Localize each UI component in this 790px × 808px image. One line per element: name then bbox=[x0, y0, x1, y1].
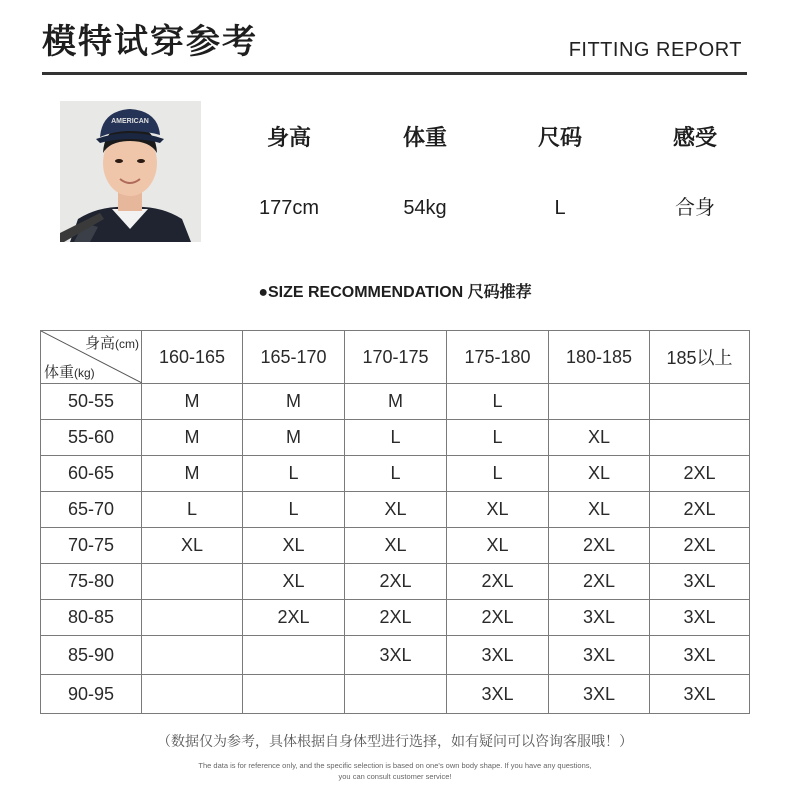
svg-text:AMERICAN: AMERICAN bbox=[111, 118, 149, 125]
page-subtitle: FITTING REPORT bbox=[568, 39, 742, 61]
size-cell: 2XL bbox=[447, 600, 549, 636]
size-cell: 2XL bbox=[345, 600, 447, 636]
size-cell: 2XL bbox=[650, 456, 750, 492]
model-photo bbox=[60, 101, 201, 242]
weight-row-header: 80-85 bbox=[41, 600, 142, 636]
size-cell: M bbox=[142, 456, 243, 492]
table-row bbox=[41, 528, 750, 564]
corner-weight-label: 体重(kg) bbox=[44, 364, 95, 381]
size-cell: XL bbox=[243, 528, 345, 564]
table-row bbox=[41, 564, 750, 600]
size-cell: 3XL bbox=[447, 675, 549, 714]
weight-row-header: 50-55 bbox=[41, 384, 142, 420]
size-cell: 2XL bbox=[549, 528, 650, 564]
size-cell: 3XL bbox=[345, 636, 447, 675]
corner-height-label: 身高(cm) bbox=[84, 335, 139, 352]
size-cell: 2XL bbox=[650, 528, 750, 564]
height-column-header: 180-185 bbox=[549, 331, 650, 384]
info-label-weight: 体重 bbox=[402, 126, 447, 151]
size-cell: L bbox=[345, 456, 447, 492]
table-corner-cell bbox=[41, 331, 142, 384]
size-cell: 2XL bbox=[549, 564, 650, 600]
disclaimer-cn: （数据仅为参考，具体根据自身体型进行选择，如有疑问可以咨询客服哦！） bbox=[157, 734, 633, 750]
height-column-header: 160-165 bbox=[142, 331, 243, 384]
section-title: ●SIZE RECOMMENDATION 尺码推荐 bbox=[258, 284, 532, 301]
size-cell: M bbox=[142, 384, 243, 420]
size-cell: 3XL bbox=[549, 675, 650, 714]
height-column-header: 175-180 bbox=[447, 331, 549, 384]
size-cell: L bbox=[345, 420, 447, 456]
size-cell: XL bbox=[549, 456, 650, 492]
size-cell bbox=[650, 420, 750, 456]
size-cell: 3XL bbox=[650, 600, 750, 636]
weight-row-header: 85-90 bbox=[41, 636, 142, 675]
size-cell: L bbox=[243, 456, 345, 492]
size-cell bbox=[142, 636, 243, 675]
size-cell: L bbox=[447, 384, 549, 420]
size-cell: XL bbox=[447, 492, 549, 528]
size-cell: XL bbox=[243, 564, 345, 600]
size-cell: L bbox=[142, 492, 243, 528]
info-label-size: 尺码 bbox=[537, 126, 582, 151]
height-column-header: 185以上 bbox=[650, 331, 750, 384]
table-row bbox=[41, 675, 750, 714]
height-column-header: 170-175 bbox=[345, 331, 447, 384]
table-row bbox=[41, 420, 750, 456]
size-cell: XL bbox=[142, 528, 243, 564]
size-cell bbox=[549, 384, 650, 420]
size-cell: 3XL bbox=[549, 600, 650, 636]
size-cell: 3XL bbox=[650, 636, 750, 675]
size-cell bbox=[142, 600, 243, 636]
height-column-header: 165-170 bbox=[243, 331, 345, 384]
disclaimer-en bbox=[0, 760, 790, 782]
size-cell: 3XL bbox=[447, 636, 549, 675]
info-label-height: 身高 bbox=[266, 126, 311, 151]
weight-row-header: 60-65 bbox=[41, 456, 142, 492]
info-value-feel: 合身 bbox=[675, 197, 715, 219]
size-cell: M bbox=[243, 420, 345, 456]
weight-row-header: 75-80 bbox=[41, 564, 142, 600]
info-value-weight: 54kg bbox=[403, 197, 447, 219]
size-cell: L bbox=[447, 420, 549, 456]
size-cell bbox=[243, 675, 345, 714]
page-title: 模特试穿参考 bbox=[42, 22, 258, 62]
size-cell bbox=[243, 636, 345, 675]
size-cell: M bbox=[142, 420, 243, 456]
size-cell bbox=[142, 675, 243, 714]
size-cell: 3XL bbox=[650, 675, 750, 714]
info-value-size: L bbox=[554, 197, 566, 219]
weight-row-header: 55-60 bbox=[41, 420, 142, 456]
info-label-feel: 感受 bbox=[672, 126, 717, 151]
size-cell: XL bbox=[345, 528, 447, 564]
weight-row-header: 65-70 bbox=[41, 492, 142, 528]
model-portrait-icon bbox=[60, 101, 201, 242]
disclaimer-en-line1: The data is for reference only, and the specific selection is based on one's own body shape. If you have any questions, bbox=[198, 761, 592, 770]
size-recommendation-table bbox=[40, 330, 750, 714]
size-cell: 2XL bbox=[345, 564, 447, 600]
size-cell: 2XL bbox=[447, 564, 549, 600]
table-row bbox=[41, 600, 750, 636]
size-cell: 3XL bbox=[549, 636, 650, 675]
table-row bbox=[41, 492, 750, 528]
size-cell bbox=[345, 675, 447, 714]
info-value-height: 177cm bbox=[258, 197, 320, 219]
size-cell: XL bbox=[447, 528, 549, 564]
size-cell: L bbox=[243, 492, 345, 528]
table-row bbox=[41, 636, 750, 675]
header-divider bbox=[42, 72, 747, 75]
size-cell: M bbox=[345, 384, 447, 420]
size-cell: 2XL bbox=[243, 600, 345, 636]
table-row bbox=[41, 456, 750, 492]
size-cell: 2XL bbox=[650, 492, 750, 528]
disclaimer-en-line2: you can consult customer service! bbox=[338, 772, 452, 781]
table-row bbox=[41, 384, 750, 420]
size-cell: XL bbox=[549, 492, 650, 528]
size-cell: XL bbox=[345, 492, 447, 528]
size-cell bbox=[650, 384, 750, 420]
weight-row-header: 90-95 bbox=[41, 675, 142, 714]
size-cell bbox=[142, 564, 243, 600]
weight-row-header: 70-75 bbox=[41, 528, 142, 564]
size-cell: XL bbox=[549, 420, 650, 456]
size-cell: M bbox=[243, 384, 345, 420]
table-header-row bbox=[41, 331, 750, 384]
size-cell: L bbox=[447, 456, 549, 492]
size-cell: 3XL bbox=[650, 564, 750, 600]
